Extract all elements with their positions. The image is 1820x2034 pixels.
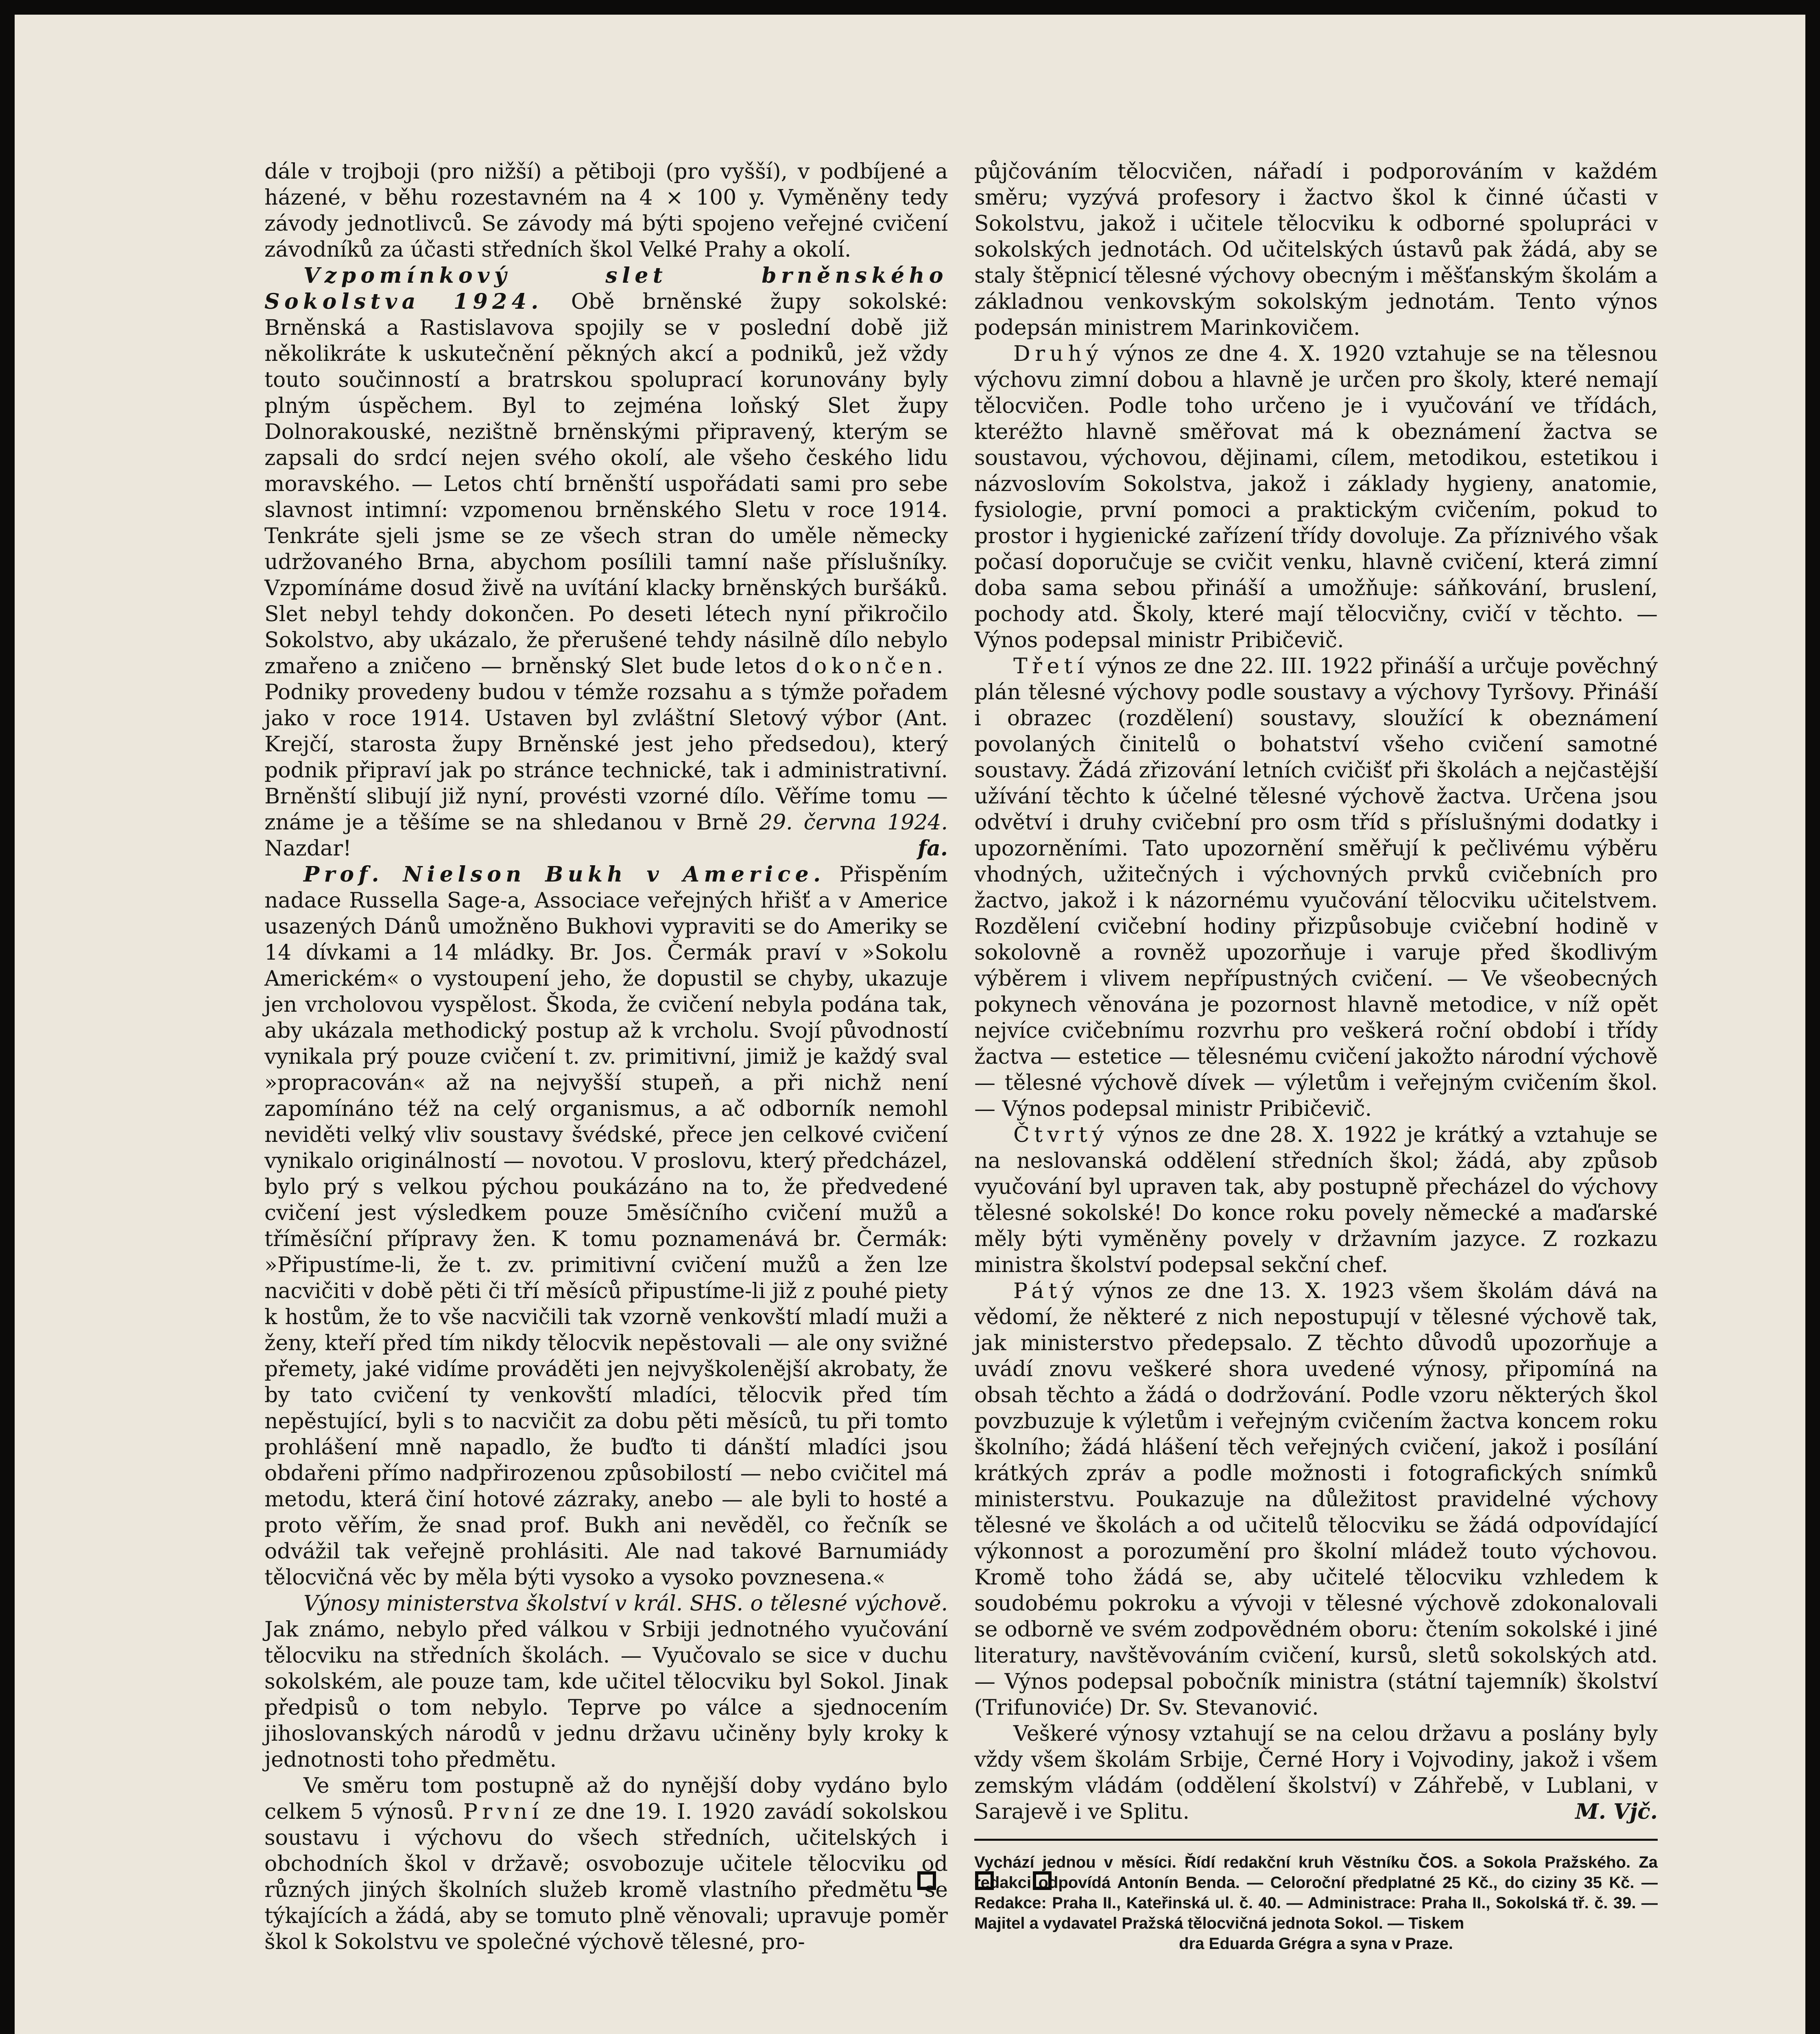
paragraph-text: Obě brněnské župy sokolské: Brněnská a Rastislavova spojily se v poslední době již několikráte k uskutečnění pěkných akcí a podniků, jež vždy touto součinností a bratrskou spoluprací korunovány byly plným úspěchem. Byl to zejména loňský Slet župy Dolnorakouské, nezištně brněnskými připravený, kterým se zapsali do srdcí nejen svého okolí, ale všeho českého lidu moravského. — Letos chtí brněnští uspořádati sami pro sebe slavnost intimní: vzpomenou brněnského Sletu v roce 1914. Tenkráte sjeli jsme se ze všech stran do uměle německy udržovaného Brna, abychom posílili tamní naše příslušníky. Vzpomínáme dosud živě na uvítání klacky brněnských buršáků. Slet nebyl tehdy dokončen. Po deseti létech nyní přikročilo Sokolstvo, aby ukázalo, že přerušené tehdy násilně dílo nebylo zmařeno a zničeno — brněnský Slet bude letos (264, 290, 948, 679)
paragraph-text: Veškeré výnosy vztahují se na celou državu a poslány byly vždy všem školám Srbije, Černé Hory i Vojvodiny, jakož i všem zemským vládám (oddělení školství) v Záhřebě, v Lublani, v Sarajevě i ve Splitu. (974, 1722, 1658, 1824)
emphasis-text: Čtvrtý (1013, 1123, 1109, 1147)
paragraph-text: výnos ze dne 13. X. 1923 všem školám dává na vědomí, že některé z nich nepostupují v tělesné výchově tak, jak ministerstvo předepsalo. Z těchto důvodů upozorňuje a uvádí znovu veškeré shora uvedené výnosy, připomíná na obsah těchto a žádá o dodržování. Podle vzoru některých škol povzbuzuje k výletům i veřejným cvičením žactva koncem roku školního; žádá hlášení těch veřejných cvičení, jakož i posílání krátkých zpráv a podle možnosti i fotografických snímků ministerstvu. Poukazuje na důležitost pravidelné výchovy tělesné ve školách a od učitelů tělocviku se žádá odpovídající výkonnost a porozumění pro školní mládež touto výchovou. Kromě toho žádá se, aby učitelé tělocviku vzhledem k soudobému pokroku a vývoji v tělesné výchově zdokonalovali se odborně ve svém zodpovědném oboru: čtením sokolské i jiné literatury, navštěvováním cvičení, kursů, sletů sokolských atd. — Výnos podepsal pobočník ministra (státní tajemník) školství (Trifunoviće) Dr. Sv. Stevanović. (974, 1279, 1658, 1720)
square-ornament-icon (975, 1871, 994, 1890)
section-heading: Prof. Nielson Bukh v Americe. (303, 862, 825, 887)
section-heading: Výnosy ministerstva školství v král. SHS. o tělesné výchově. (303, 1591, 948, 1616)
imprint-divider (974, 1839, 1658, 1841)
article-paragraph (974, 341, 1658, 653)
emphasis-text: Pátý (1013, 1279, 1078, 1303)
article-paragraph (264, 263, 948, 862)
emphasis-text: Třetí (1013, 654, 1089, 679)
imprint-block (974, 1852, 1658, 1954)
right-column (974, 159, 1658, 1954)
article-paragraph (974, 1721, 1658, 1825)
article-paragraph (974, 1278, 1658, 1721)
article-paragraph (264, 1591, 948, 1773)
paragraph-text: ze dne 19. I. 1920 zavádí sokolskou soustavu i výchovu do všech středních, učitelských i obchodních škol v državě; osvobozuje učitele tělocviku od různých jiných školních služeb kromě vlastního předmětu se týkajících a žádá, aby se tomuto plně věnovali; upravuje poměr škol k Sokolstvu ve společné výchově tělesné, pro- (264, 1800, 948, 1954)
paragraph-text: Jak známo, nebylo před válkou v Srbiji jednotného vyučování tělocviku na středních školách. — Vyučovalo se sice v duchu sokolském, ale pouze tam, kde učitel tělocviku byl Sokol. Jinak předpisů o tom nebylo. Teprve po válce a sjednocením jihoslovanských národů v jednu državu učiněny byly kroky k jednotnosti toho předmětu. (264, 1617, 948, 1772)
paragraph-text: Podniky provedeny budou v témže rozsahu a s týmže pořadem jako v roce 1914. Ustaven byl zvláštní Sletový výbor (Ant. Krejčí, starosta župy Brněnské jest jeho předsedou), který podnik připraví jak po stránce technické, tak i administrativní. Brněnští slibují již nyní, provésti vzorné dílo. Věříme tomu — známe je a těšíme se na shledanou v Brně (264, 680, 948, 835)
emphasis-text: Druhý (1013, 342, 1103, 366)
article-paragraph (974, 653, 1658, 1122)
article-paragraph: půjčováním tělocvičen, nářadí i podporováním v každém směru; vyzývá profesory i žactvo škol k činné účasti v Sokolstvu, jakož i učitele tělocviku k odborné spolupráci v sokolských jednotách. Od učitelských ústavů pak žádá, aby se staly štěpnicí tělesné výchovy obecným i měšťanským školám a základnou venkovským sokolským jednotám. Tento výnos podepsán ministrem Marinkovičem. (974, 159, 1658, 340)
paragraph-text: Přispěním nadace Russella Sage-a, Associace veřejných hřišť a v Americe usazených Dánů umožněno Bukhovi vypraviti se do Ameriky se 14 dívkami a 14 mládky. Br. Jos. Čermák praví v »Sokolu Americkém« o vystoupení jeho, že dopustil se chyby, ukazuje jen vrcholovou vyspělost. Škoda, že cvičení nebyla podána tak, aby ukázala methodický postup až k vrcholu. Svojí původností vynikala prý pouze cvičení t. zv. primitivní, jimiž je každý sval »propracován« až na nejvyšší stupeň, a při nichž není zapomínáno též na celý organismus, a ač odborník nemohl neviděti velký vliv soustavy švédské, přece jen celkové cvičení vynikalo originálností — novotou. V proslovu, který předcházel, bylo prý s velkou pýchou poukázáno na to, že předvedené cvičení jest výsledkem pouze 5měsíčního cvičení mužů a tříměsíční přípravy žen. K tomu poznamenává br. Čermák: »Připustíme-li, že t. zv. primitivní cvičení mužů a žen lze nacvičiti v době pěti či tří měsíců připustíme-li již z pouhé piety k hostům, že to vše nacvičili tak vzorně venkovští mladí muži a ženy, kteří před tím nikdy tělocvik nepěstovali — ale ony svižné přemety, jaké vidíme prováděti jen nejvyškolenější akrobaty, že by tato cvičení ty venkovští mladíci, tělocvik před tím nepěstující, byli s to nacvičit za dobu pěti měsíců, tu při tomto prohlášení mně napadlo, že buďto ti dánští mladíci jsou obdařeni přímo nadpřirozenou způsobilostí — nebo cvičitel má metodu, která činí hotové zázraky, anebo — ale byli to hosté a proto věřím, že snad prof. Bukh ani nevěděl, co řečník se odvážil tak veřejně prohlásiti. Ale nad takové Barnumiády tělocvičná věc by měla býti vysoko a vysoko povznesena.« (264, 862, 948, 1590)
article-paragraph (264, 862, 948, 1591)
imprint-text: dra Eduarda Grégra a syna v Praze. (1179, 1935, 1453, 1953)
ornament-squares (917, 1871, 1052, 1896)
square-ornament-icon (917, 1871, 936, 1890)
square-ornament-icon (1033, 1871, 1052, 1890)
section-heading: Vzpomínkový slet brněnského Sokolstva 1924. (264, 263, 948, 314)
author-signature: fa. (917, 836, 948, 861)
paragraph-text: výnos ze dne 22. III. 1922 přináší a určuje pověchný plán tělesné výchovy podle soustavy a výchovy Tyršovy. Přináší i obrazec (rozdělení) soustavy, sloužící k obeznámení povolaných činitelů o bohatství všeho cvičení samotné soustavy. Žádá zřizování letních cvičišť při školách a nejčastější užívání těchto k účelné tělesné výchově žactva. Určena jsou odvětví i druhy cvičební pro osm tříd s příslušnými dodatky i upozorněními. Tato upozornění směřují k pečlivému výběru vhodných, užitečných i výchovných prvků cvičebních pro žactvo, jakož i k názornému vyučování tělocviku učitelstvem. Rozdělení cvičební hodiny přizpůsobuje cvičební hodině v sokolovně a rovněž upozorňuje i varuje před škodlivým výběrem i vlivem nepřípustných cvičení. — Ve všeobecných pokynech věnována je pozornost hlavně metodice, v níž opět nejvíce cvičebnímu rozvrhu pro veškerá roční období i třídy žactva — estetice — tělesnému cvičení jakožto národní výchově — tělesné výchově dívek — výletům i veřejným cvičením škol. — Výnos podepsal ministr Pribičevič. (974, 654, 1658, 1121)
article-paragraph (264, 1773, 948, 1955)
emphasis-text: První (463, 1800, 543, 1824)
emphasis-text: dokončen. (796, 654, 948, 679)
article-paragraph (974, 1122, 1658, 1278)
author-signature: M. Vjč. (1575, 1799, 1658, 1824)
left-column (264, 159, 948, 1955)
paragraph-text: výnos ze dne 4. X. 1920 vztahuje se na tělesnou výchovu zimní dobou a hlavně je určen pro školy, které nemají tělocvičen. Podle toho určeno je i vyučování ve třídách, kteréžto hlavně směřovat má k obeznámení žactva se soustavou, výchovou, dějinami, cílem, metodikou, estetikou i názvoslovím Sokolstva, jakož i základy hygieny, anatomie, fysiologie, první pomoci a praktickým cvičením, pokud to prostor i hygienické zařízení třídy dovoluje. Za příznivého však počasí doporučuje se cvičit venku, hlavně cvičení, která zimní doba sama sebou přináší a umožňuje: sáňkování, bruslení, pochody atd. Školy, které mají tělocvičny, cvičí v těchto. — Výnos podepsal ministr Pribičevič. (974, 342, 1658, 653)
paragraph-text: výnos ze dne 28. X. 1922 je krátký a vztahuje se na neslovanská oddělení středních škol; žádá, aby způsob vyučování byl upraven tak, aby postupně přecházel do výchovy tělesné sokolské! Do konce roku povely německé a maďarské měly býti vyměněny povely v državním jazyce. Z rozkazu ministra školství podepsal sekční chef. (974, 1123, 1658, 1277)
paragraph-text: Ve směru tom postupně až do nynější doby vydáno bylo celkem 5 výnosů. (264, 1774, 948, 1824)
date-text: 29. června 1924. (759, 810, 948, 835)
imprint-text: Vychází jednou v měsíci. Řídí redakční kruh Věstníku ČOS. a Sokola Pražského. Za redakci odpovídá Antonín Benda. — Celoroční předplatné 25 Kč., do ciziny 35 Kč. — Redakce: Praha II., Kateřinská ul. č. 40. — Administrace: Praha II., Sokolská tř. č. 39. — Majitel a vydavatel Pražská tělocvičná jednota Sokol. — Tiskem (974, 1853, 1658, 1932)
article-paragraph: dále v trojboji (pro nižší) a pětiboji (pro vyšší), v podbíjené a házené, v běhu rozestavném na 4 × 100 y. Vyměněny tedy závody jednotlivců. Se závody má býti spojeno veřejné cvičení závodníků za účasti středních škol Velké Prahy a okolí. (264, 159, 948, 262)
paragraph-text: Nazdar! (264, 836, 351, 861)
